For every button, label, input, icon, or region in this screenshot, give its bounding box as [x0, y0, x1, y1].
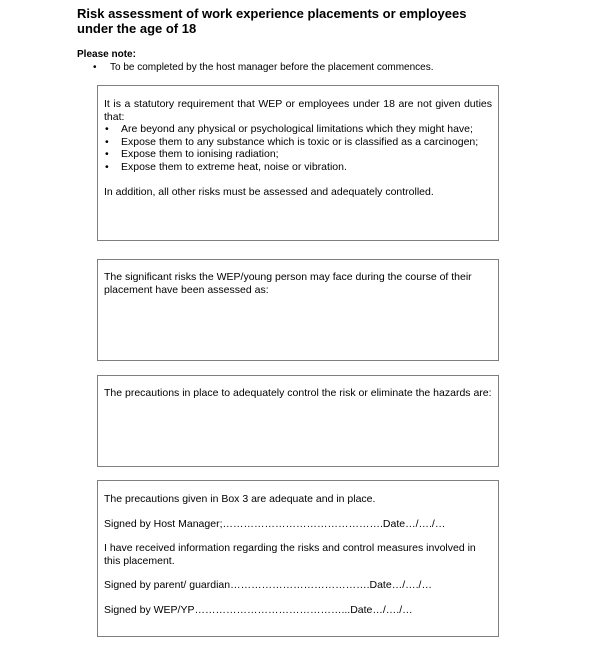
box-signatures: [97, 480, 499, 637]
guardian-signature-line: Signed by parent/ guardian………………………………….Date…/…./…: [104, 579, 432, 591]
list-item: • Expose them to any substance which is toxic or is classified as a carcinogen;: [105, 135, 479, 148]
bullet-icon: •: [105, 123, 109, 135]
host-manager-signature-line: Signed by Host Manager;……………………………………….Date…/…./…: [104, 517, 446, 530]
wep-signature-line: Signed by WEP/YP……………………………………...Date…/…./…: [104, 603, 413, 616]
note-text: To be completed by the host manager before the placement commences.: [110, 62, 434, 73]
bullet-icon: •: [105, 135, 109, 148]
box-statutory-requirements: [97, 85, 499, 241]
list-item: • Expose them to extreme heat, noise or vibration.: [105, 160, 347, 173]
bullet-icon: •: [105, 160, 109, 173]
bullet-icon: •: [93, 62, 97, 73]
box-precautions: [97, 375, 499, 467]
box4-acknowledgement: I have received information regarding the risks and control measures involved in this placement.: [104, 542, 476, 567]
risk-list: [104, 123, 492, 173]
box3-text: The precautions in place to adequately control the risk or eliminate the hazards are:: [104, 387, 492, 399]
document-title: Risk assessment of work experience placements or employees under the age of 18: [77, 6, 467, 36]
box1-intro: It is a statutory requirement that WEP or employees under 18 are not given duties that:: [104, 98, 492, 123]
list-item: • Are beyond any physical or psychological limitations which they might have;: [105, 123, 473, 135]
box4-statement: The precautions given in Box 3 are adequate and in place.: [104, 493, 376, 505]
bullet-icon: •: [105, 148, 109, 160]
box1-footer: In addition, all other risks must be assessed and adequately controlled.: [104, 186, 434, 198]
note-heading: Please note:: [77, 49, 136, 60]
note-bullet: [93, 62, 434, 74]
box2-text: The significant risks the WEP/young person may face during the course of their placement have been assessed as:: [104, 271, 472, 296]
list-item: • Expose them to ionising radiation;: [105, 148, 279, 160]
box-significant-risks: [97, 259, 499, 361]
